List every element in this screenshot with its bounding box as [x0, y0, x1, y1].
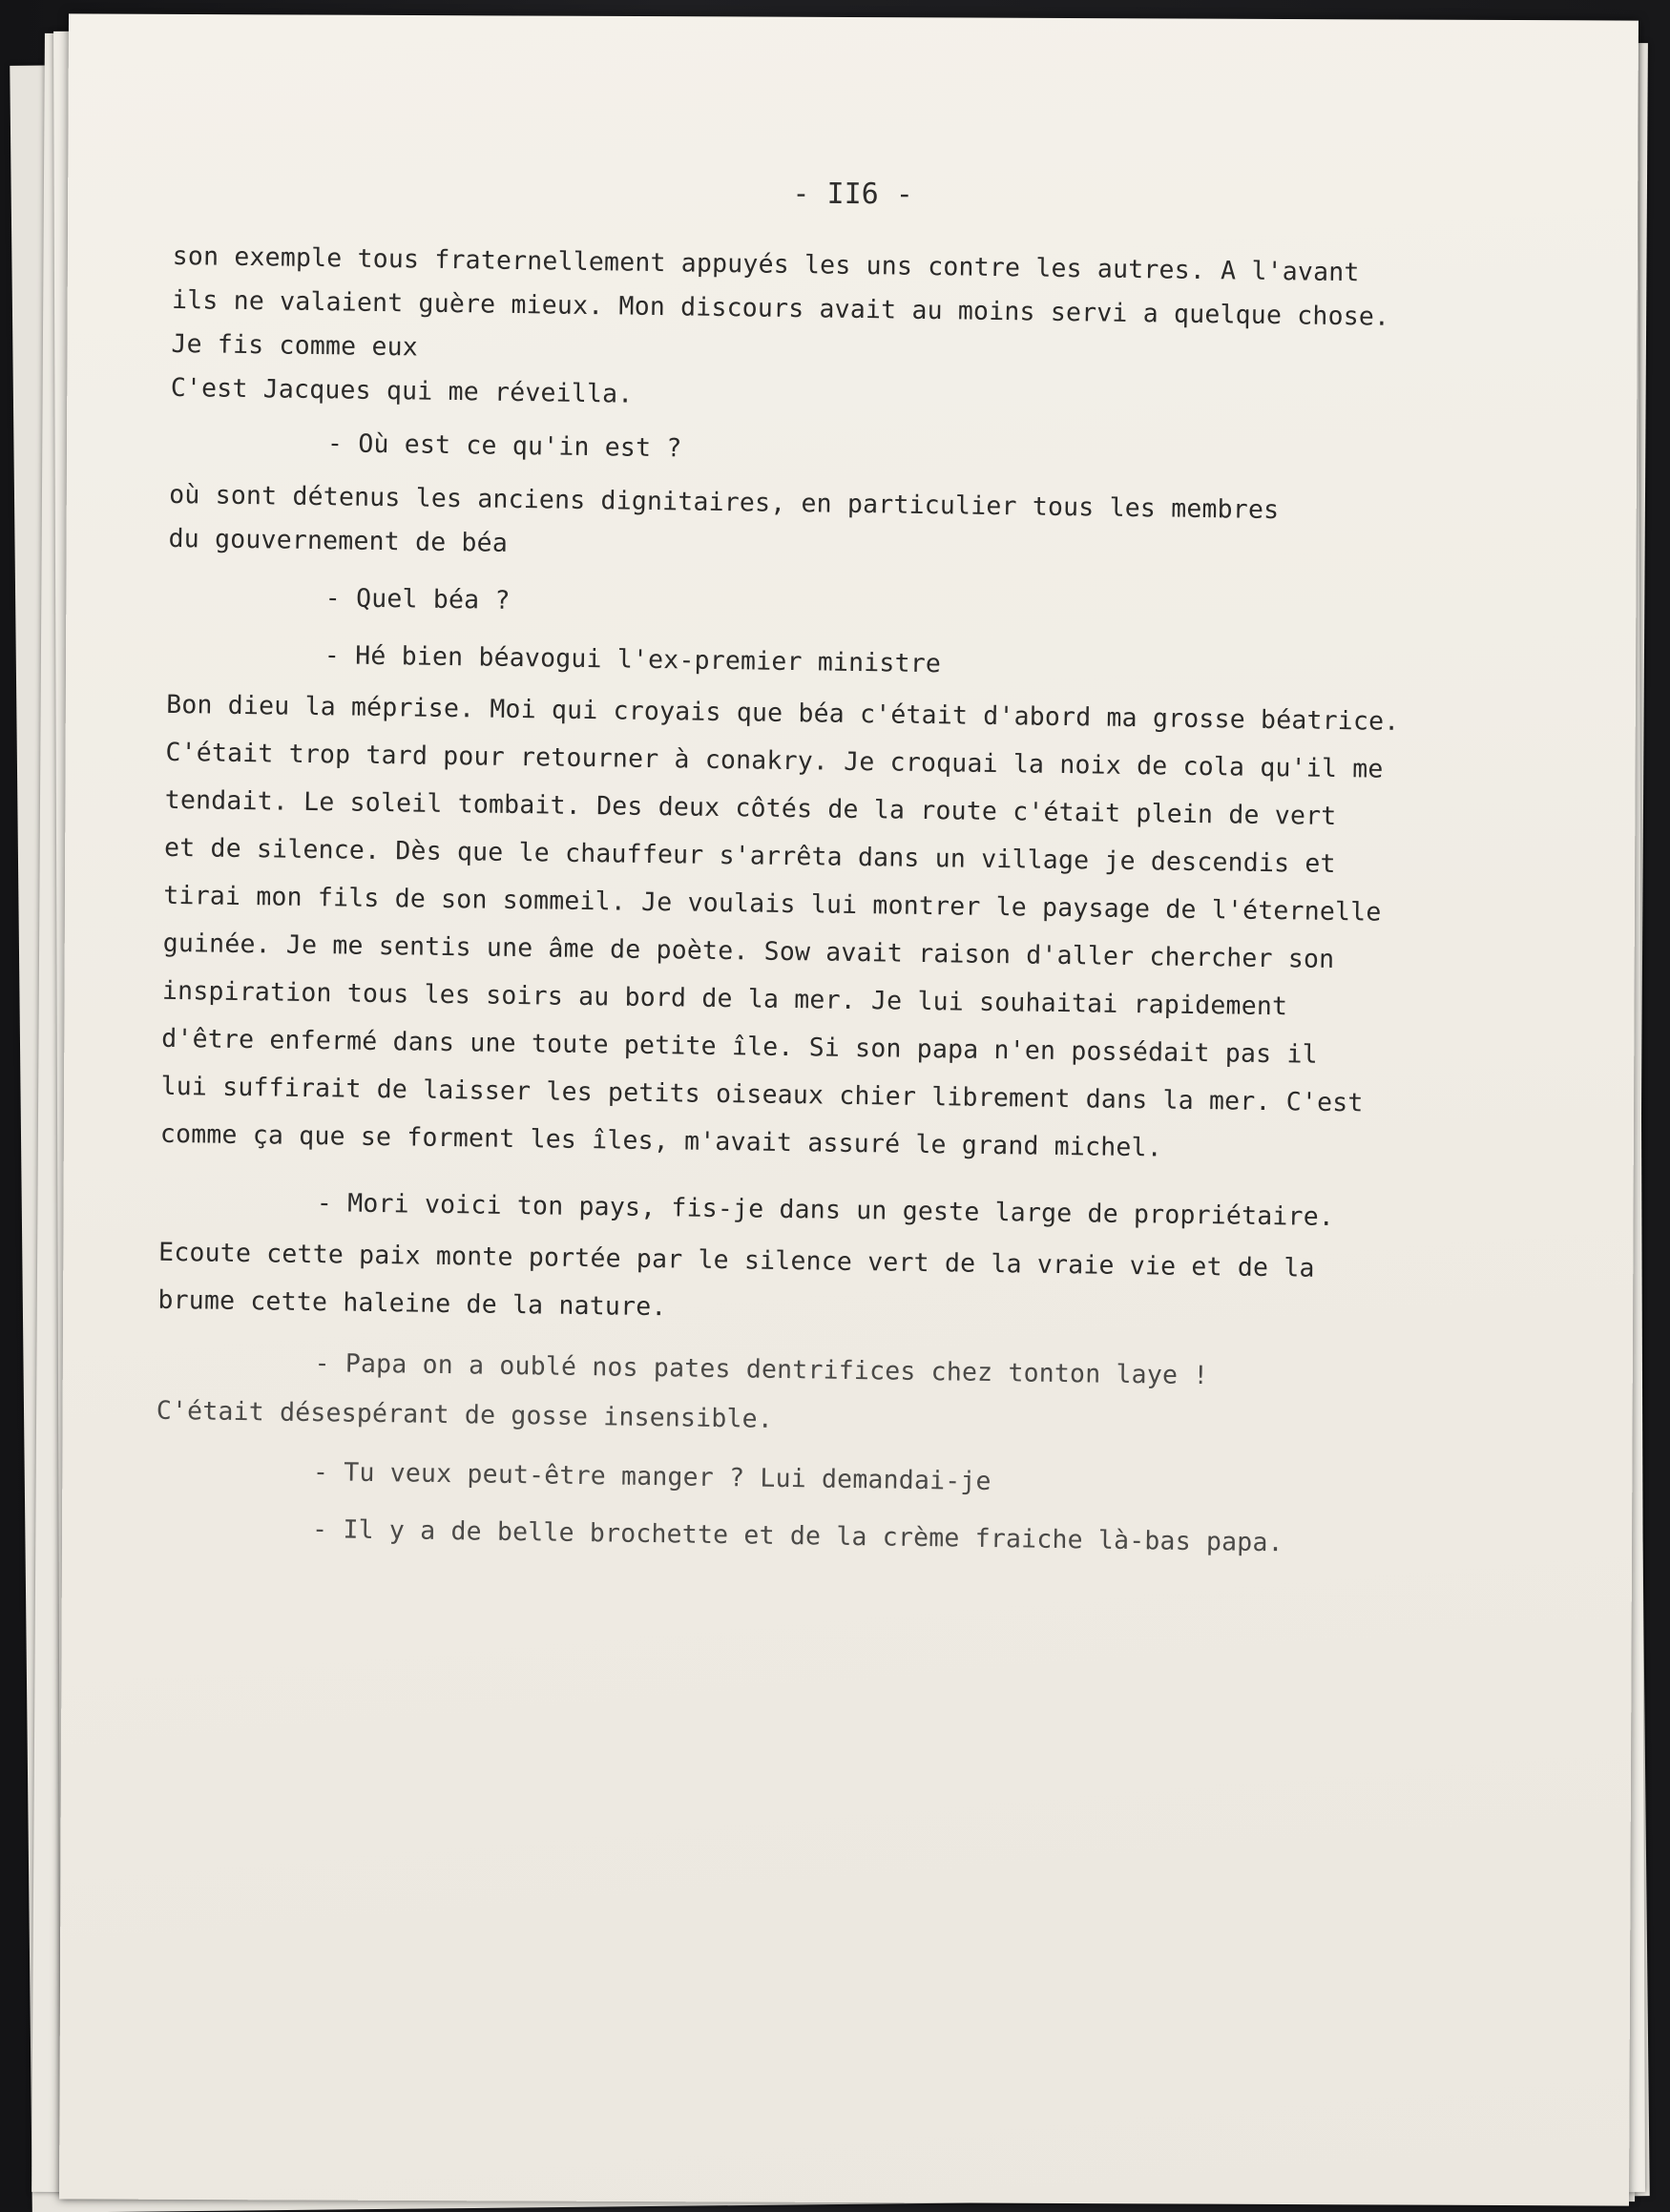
text-line: C'est Jacques qui me réveilla.: [170, 372, 634, 409]
text-line: lui suffirait de laisser les petits oiseaux chier librement dans la mer. C'est: [160, 1071, 1364, 1118]
dialogue-line: - Hé bien béavogui l'ex-premier ministre: [324, 640, 942, 679]
text-line: et de silence. Dès que le chauffeur s'arrêta dans un village je descendis et: [163, 832, 1336, 879]
text-line: son exemple tous fraternellement appuyés les uns contre les autres. A l'avant: [172, 240, 1360, 288]
dialogue-line: - Quel béa ?: [324, 583, 511, 616]
text-line: d'être enfermé dans une toute petite île. Si son papa n'en possédait pas il: [161, 1023, 1318, 1070]
body-text: [156, 240, 1604, 1558]
text-line: Ecoute cette paix monte portée par le silence vert de la vraie vie et de la: [157, 1237, 1315, 1283]
text-line: brume cette haleine de la nature.: [157, 1284, 667, 1323]
text-line: guinée. Je me sentis une âme de poète. Sow avait raison d'aller chercher son: [162, 928, 1335, 974]
dialogue-line: - Tu veux peut-être manger ? Lui demandai-je: [312, 1457, 992, 1496]
dialogue-line: - Mori voici ton pays, fis-je dans un geste large de propriétaire.: [316, 1188, 1335, 1232]
text-line: tendait. Le soleil tombait. Des deux côtés de la route c'était plein de vert: [164, 784, 1337, 831]
text-line: C'était désespérant de gosse insensible.: [156, 1395, 774, 1434]
text-line: Bon dieu la méprise. Moi qui croyais que béa c'était d'abord ma grosse béatrice.: [165, 689, 1400, 737]
page-number: - II6 -: [792, 177, 913, 212]
text-line: du gouvernement de béa: [168, 523, 509, 558]
text-line: Je fis comme eux: [171, 328, 419, 363]
text-line: ils ne valaient guère mieux. Mon discours avait au moins servi a quelque chose.: [171, 284, 1390, 332]
text-line: tirai mon fils de son sommeil. Je voulais lui montrer le paysage de l'éternelle: [163, 880, 1382, 928]
text-line: comme ça que se forment les îles, m'avait assuré le grand michel.: [159, 1118, 1163, 1163]
dialogue-line: - Il y a de belle brochette et de la crème fraiche là-bas papa.: [311, 1514, 1284, 1558]
text-line: C'était trop tard pour retourner à conakry. Je croquai la noix de cola qu'il me: [165, 737, 1384, 784]
text-line: inspiration tous les soirs au bord de la mer. Je lui souhaitai rapidement: [161, 975, 1288, 1022]
typewritten-page: [59, 13, 1639, 2205]
text-line: où sont détenus les anciens dignitaires, en particulier tous les membres: [169, 479, 1280, 526]
dialogue-line: - Où est ce qu'in est ?: [326, 428, 682, 464]
dialogue-line: - Papa on a oublé nos pates dentrifices chez tonton laye !: [314, 1348, 1209, 1391]
